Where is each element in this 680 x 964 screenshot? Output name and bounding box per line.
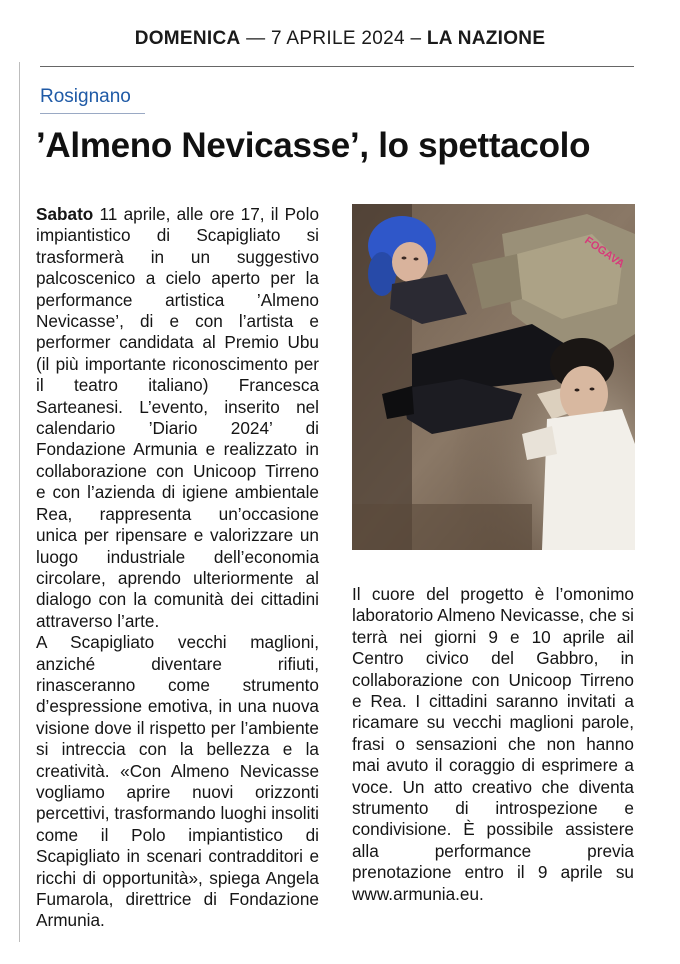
article-paragraph: A Scapigliato vecchi maglioni, anziché diventare rifiuti, rinasceranno come strumento d’espressione emotiva, in una nuova visione dove il rispetto per l’ambiente si intreccia con la bellezza e la creatività. «Con Almeno Nevicasse vogliamo aprire nuovi orizzonti percettivi, trasformando luoghi insoliti come il Polo impiantistico di Scapigliato in scenari contradditori e ricchi di opportunità», spiega Angela Fumarola, direttrice di Fondazione Armunia. <box>36 632 319 931</box>
header-date: 7 APRILE 2024 <box>271 28 405 49</box>
article-headline: ’Almeno Nevicasse’, lo spettacolo <box>36 126 591 165</box>
lead-word: Sabato <box>36 204 94 224</box>
page-margin-line <box>19 62 20 942</box>
header-newspaper: LA NAZIONE <box>426 28 546 49</box>
photo-illustration <box>352 204 635 550</box>
paragraph-text: 11 aprile, alle ore 17, il Polo impiantistico di Scapigliato si trasformerà in un suggestivo palcoscenico a cielo aperto per la performance artistica ’Almeno Nevicasse’, di e con l’artista e performer candidata al Premio Ubu (il più importante riconoscimento per il teatro italiano) Francesca Sarteanesi. L’evento, inserito nel calendario ’Diario 2024’ di Fondazione Armunia e realizzato in collaborazione con Unicoop Tirreno e con l’azienda di igiene ambientale Rea, rappresenta un’occasione unica per ripensare e valorizzare un luogo industriale dell’economia circolare, aprendo ulteriormente al dialogo con la comunità dei cittadini attraverso l’arte. <box>36 204 319 631</box>
article-paragraph: Il cuore del progetto è l’omonimo laboratorio Almeno Nevicasse, che si terrà nei giorni 9 e 10 aprile ail Centro civico del Gabbro, in collaborazione con Unicoop Tirreno e Rea. I cittadini saranno invitati a ricamare su vecchi maglioni parole, frasi o sensazioni che non hanno mai avuto il coraggio di esprimere a voce. Un atto creativo che diventa strumento di introspezione e condivisione. È possibile assistere alla performance previa prenotazione entro il 9 aprile su www.armunia.eu. <box>352 584 634 904</box>
article-kicker: Rosignano <box>40 86 131 107</box>
header-separator: – <box>404 28 427 49</box>
photo-sweater-text: FOGAVA <box>582 234 627 271</box>
article-paragraph <box>36 204 319 632</box>
kicker-underline <box>40 113 145 114</box>
header-day: DOMENICA <box>134 28 241 49</box>
page-header <box>0 28 680 50</box>
article-column-right <box>352 584 634 905</box>
article-column-left <box>36 204 319 932</box>
header-separator: — <box>240 28 272 49</box>
header-rule <box>40 66 634 67</box>
photo-white-shirt <box>542 409 635 550</box>
photo-face <box>392 242 428 282</box>
article-photo <box>352 204 635 550</box>
